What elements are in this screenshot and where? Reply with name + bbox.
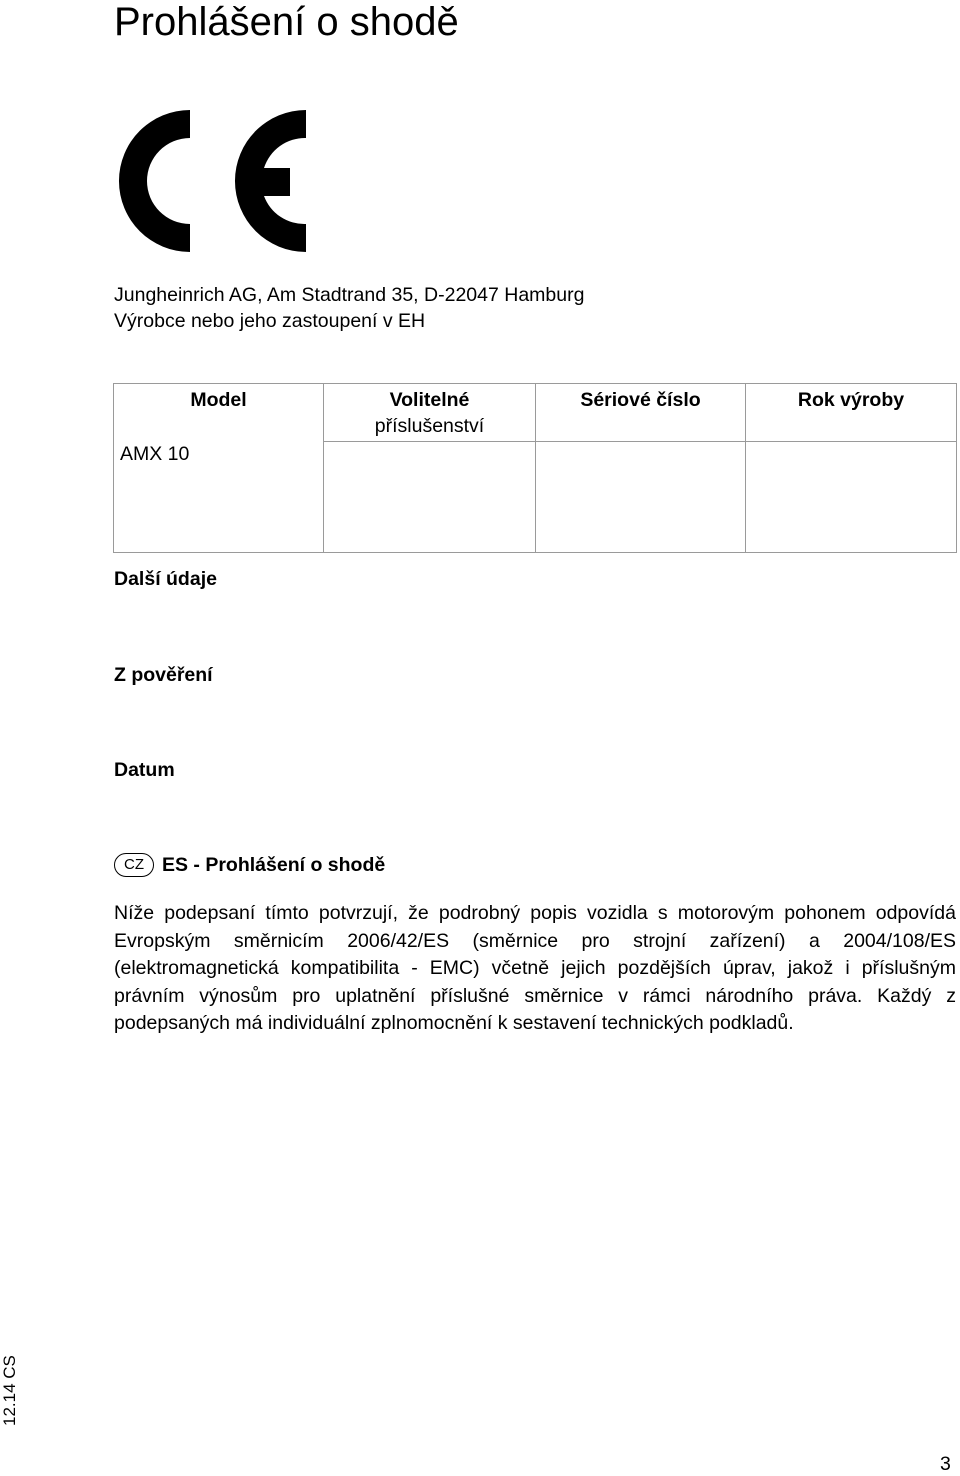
header-serial-number: Sériové číslo (536, 384, 746, 442)
header-optional-accessories (324, 384, 536, 442)
value-model: AMX 10 (114, 442, 324, 553)
edition-label: 12.14 CS (0, 1355, 19, 1426)
header-model: Model (114, 384, 324, 442)
value-optional-accessories (324, 442, 536, 553)
page-title: Prohlášení o shodě (114, 0, 459, 44)
manufacturer-address: Jungheinrich AG, Am Stadtrand 35, D-22047 Hamburg (114, 284, 585, 306)
manufacturer-info (114, 282, 584, 334)
header-year-of-manufacture: Rok výroby (746, 384, 957, 442)
page-number: 3 (940, 1453, 951, 1475)
header-optional-line1: Volitelné (389, 389, 470, 411)
header-optional-line2: příslušenství (374, 415, 485, 437)
value-year-of-manufacture (746, 442, 957, 553)
label-commissioned: Z pověření (114, 664, 213, 686)
label-date: Datum (114, 759, 175, 781)
ce-mark-icon (114, 108, 310, 254)
label-additional-info: Další údaje (114, 568, 217, 590)
declaration-heading: ES - Prohlášení o shodě (162, 853, 386, 876)
manufacturer-role: Výrobce nebo jeho zastoupení v EH (114, 310, 426, 332)
declaration-text: Níže podepsaní tímto potvrzují, že podrobný popis vozidla s motorovým pohonem odpovídá Evropským směrnicím 2006/42/ES (směrnice pro strojní zařízení) a 2004/108/ES (elektromagnetická kompatibilita - EMC) včetně jejich pozdějších úprav, jakož i příslušným právním výnosům pro uplatnění příslušné směrnice v rámci národního práva. Každý z podepsaných má individuální zplnomocnění k sestavení technických podkladů. (114, 902, 956, 1034)
declaration-heading-row (114, 851, 385, 879)
country-code-badge: CZ (114, 853, 154, 877)
value-serial-number (536, 442, 746, 553)
product-table (113, 383, 957, 553)
